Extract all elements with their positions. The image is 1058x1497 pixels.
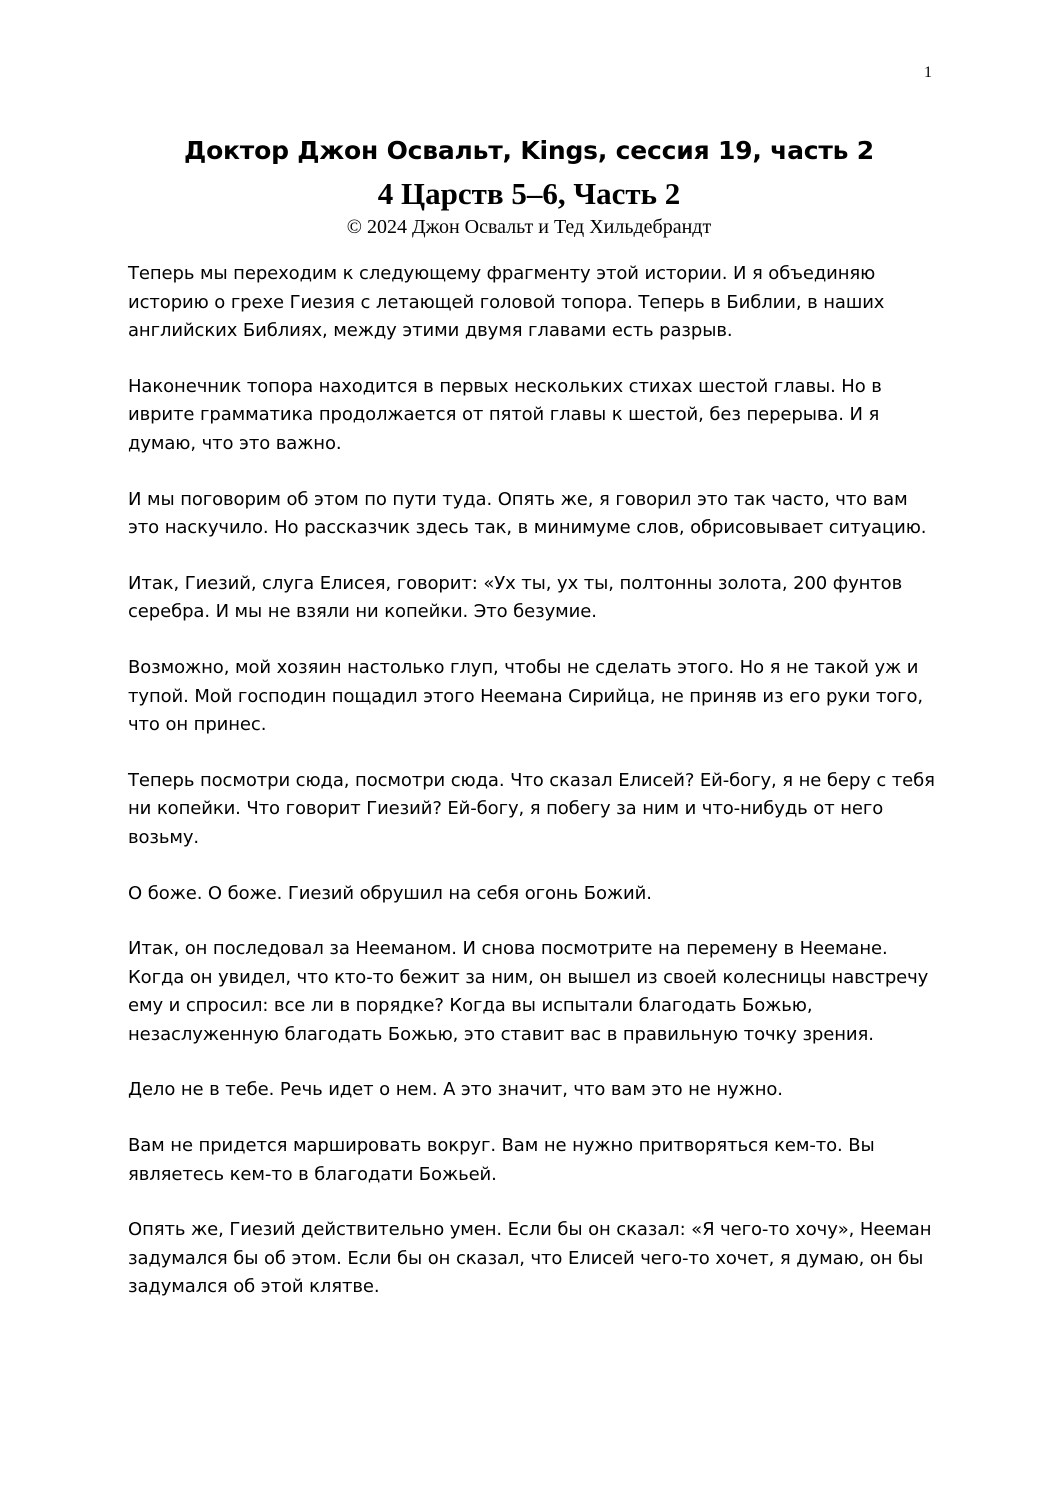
paragraph: О боже. О боже. Гиезий обрушил на себя огонь Божий.: [128, 882, 652, 904]
document-subtitle: 4 Царств 5–6, Часть 2: [377, 176, 681, 211]
paragraph: Дело не в тебе. Речь идет о нем. А это значит, что вам это не нужно.: [128, 1079, 783, 1101]
paragraph: Итак, он последовал за Нееманом. И снова посмотрите на перемену в Неемане. Когда он увидел, что кто-то бежит за ним, он вышел из своей колесницы навстречу ему и спросил: все ли в порядке? Когда вы испытали благодать Божью, незаслуженную благодать Божью, это ставит вас в правильную точку зрения.: [128, 938, 929, 1045]
paragraph: Теперь мы переходим к следующему фрагменту этой истории. И я объединяю историю о грехе Гиезия с летающей головой топора. Теперь в Библии, в наших английских Библиях, между этими двумя главами есть разрыв.: [128, 263, 885, 342]
paragraph: И мы поговорим об этом по пути туда. Опять же, я говорил это так часто, что вам это наскучило. Но рассказчик здесь так, в минимуме слов, обрисовывает ситуацию.: [128, 488, 927, 539]
page-number: 1: [924, 64, 932, 81]
copyright-line: © 2024 Джон Освальт и Тед Хильдебрандт: [346, 216, 712, 238]
paragraph: Вам не придется маршировать вокруг. Вам не нужно притворяться кем-то. Вы являетесь кем-то в благодати Божьей.: [128, 1135, 875, 1185]
document-title: Доктор Джон Освальт, Kings, сессия 19, часть 2: [184, 136, 874, 165]
document-body: [128, 260, 938, 1329]
paragraph: Итак, Гиезий, слуга Елисея, говорит: «Ух ты, ух ты, полтонны золота, 200 фунтов серебра. И мы не взяли ни копейки. Это безумие.: [128, 572, 903, 623]
paragraph: Наконечник топора находится в первых нескольких стихах шестой главы. Но в иврите грамматика продолжается от пятой главы к шестой, без перерыва. И я думаю, что это важно.: [128, 375, 882, 454]
paragraph: Теперь посмотри сюда, посмотри сюда. Что сказал Елисей? Ей-богу, я не беру с тебя ни копейки. Что говорит Гиезий? Ей-богу, я побегу за ним и что-нибудь от него возьму.: [128, 769, 935, 848]
paragraph: Опять же, Гиезий действительно умен. Если бы он сказал: «Я чего-то хочу», Нееман задумался бы об этом. Если бы он сказал, что Елисей чего-то хочет, я думаю, он бы задумался об этой клятве.: [128, 1219, 932, 1298]
paragraph: Возможно, мой хозяин настолько глуп, чтобы не сделать этого. Но я не такой уж и тупой. Мой господин пощадил этого Неемана Сирийца, не приняв из его руки того, что он принес.: [128, 656, 924, 736]
